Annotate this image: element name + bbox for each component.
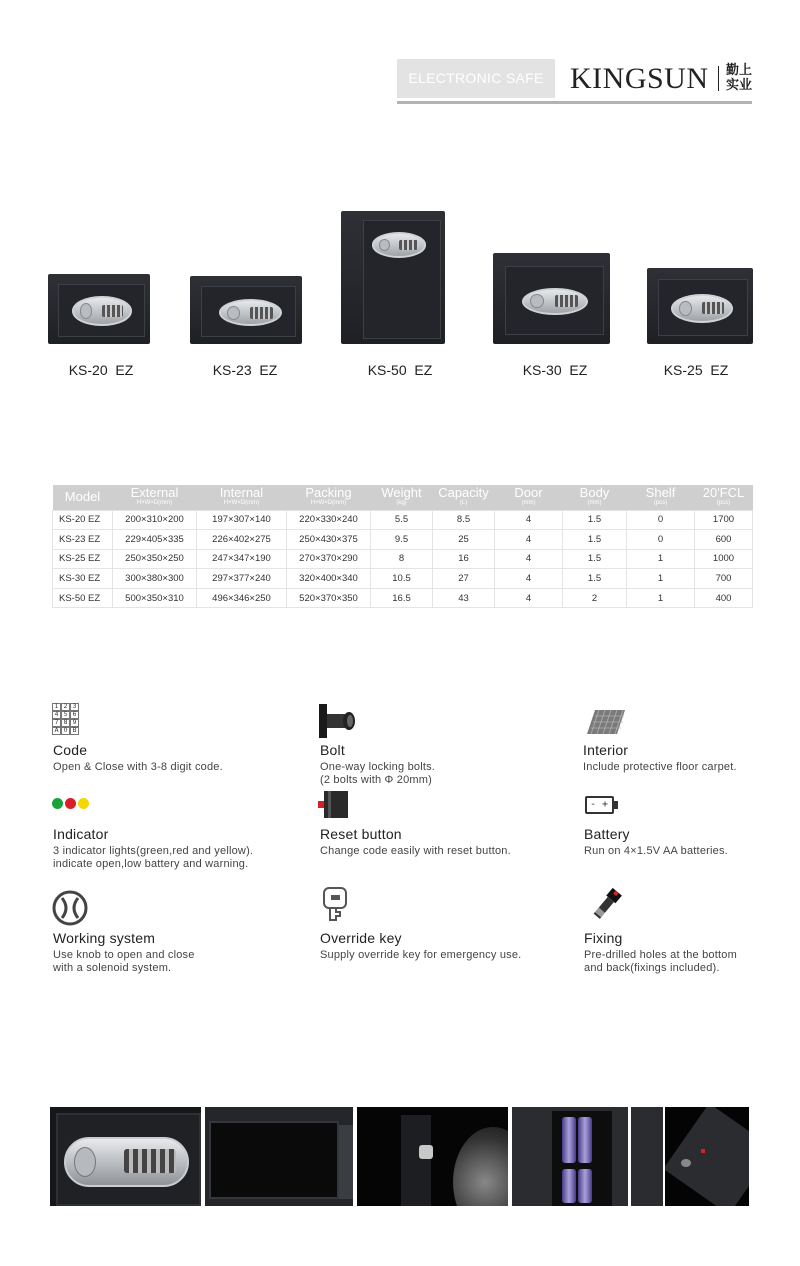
brand-logo: KINGSUN <box>570 62 709 95</box>
column-header-label: Internal <box>219 485 264 501</box>
table-cell: 1.5 <box>563 549 627 569</box>
table-cell: 43 <box>433 588 495 608</box>
model-cell: KS-23 EZ <box>53 530 113 550</box>
table-cell: 496×346×250 <box>197 588 287 608</box>
feature-title-reset: Reset button <box>320 826 402 842</box>
feature-desc-reset: Change code easily with reset button. <box>320 845 511 857</box>
column-header-model <box>53 485 113 510</box>
feature-desc-interior: Include protective floor carpet. <box>583 761 737 773</box>
table-cell: 1.5 <box>563 530 627 550</box>
table-cell: 1000 <box>695 549 753 569</box>
keypad-key: 7 <box>52 719 61 727</box>
safe-image-ks25 <box>647 268 753 344</box>
column-header-body <box>563 485 627 510</box>
brand-chinese-name <box>726 63 754 93</box>
table-cell: 4 <box>495 530 563 550</box>
yellow-light-icon <box>78 798 89 809</box>
feature-desc-code: Open & Close with 3-8 digit code. <box>53 761 223 773</box>
column-header-unit: (pcs) <box>653 500 668 507</box>
bolts-closeup-photo <box>357 1107 508 1206</box>
column-header-shelf <box>627 485 695 510</box>
specification-table <box>52 485 753 608</box>
open-interior-photo <box>205 1107 353 1206</box>
keypad-key: A <box>52 727 61 735</box>
category-badge: ELECTRONIC SAFE <box>397 59 555 98</box>
keypad-key: 2 <box>61 703 70 711</box>
table-cell: 520×370×350 <box>287 588 371 608</box>
column-header-label: Model <box>64 489 101 505</box>
column-header-internal <box>197 485 287 510</box>
table-cell: 25 <box>433 530 495 550</box>
column-header-capacity <box>433 485 495 510</box>
column-header-unit: (mm) <box>521 500 536 507</box>
table-cell: 0 <box>627 510 695 530</box>
keypad-key: 1 <box>52 703 61 711</box>
table-cell: 1 <box>627 569 695 589</box>
product-label-ks20: KS-20 EZ <box>68 362 134 378</box>
column-header-unit: (pcs) <box>716 500 731 507</box>
drill-icon <box>589 886 625 922</box>
feature-title-battery: Battery <box>584 826 630 842</box>
table-cell: 0 <box>627 530 695 550</box>
table-header-row <box>53 485 753 510</box>
battery-label: - + <box>590 799 609 810</box>
feature-desc-override-key: Supply override key for emergency use. <box>320 949 522 961</box>
table-cell: 2 <box>563 588 627 608</box>
keypad-closeup-photo <box>50 1107 201 1206</box>
table-cell: 229×405×335 <box>113 530 197 550</box>
feature-desc-indicator: 3 indicator lights(green,red and yellow). indicate open,low battery and warning. <box>53 845 254 870</box>
table-cell: 400 <box>695 588 753 608</box>
key-lock-photo <box>665 1107 749 1206</box>
table-cell: 16 <box>433 549 495 569</box>
column-header-label: Door <box>514 485 543 501</box>
feature-title-override-key: Override key <box>320 930 402 946</box>
table-cell: 8 <box>371 549 433 569</box>
table-cell: 9.5 <box>371 530 433 550</box>
safe-image-ks23 <box>190 276 302 344</box>
table-cell: 1700 <box>695 510 753 530</box>
model-cell: KS-25 EZ <box>53 549 113 569</box>
feature-desc-fixing: Pre-drilled holes at the bottom and back(fixings included). <box>584 949 737 974</box>
table-cell: 200×310×200 <box>113 510 197 530</box>
table-cell: 300×380×300 <box>113 569 197 589</box>
safe-image-ks50 <box>341 211 445 344</box>
bolt-icon <box>319 704 357 738</box>
column-header-unit: (kg) <box>396 500 407 507</box>
keypad-icon <box>52 703 80 735</box>
column-header-label: External <box>130 485 179 501</box>
table-cell: 4 <box>495 549 563 569</box>
feature-title-fixing: Fixing <box>584 930 623 946</box>
table-row <box>53 510 753 530</box>
product-label-ks50: KS-50 EZ <box>367 362 433 378</box>
battery-compartment-photo <box>512 1107 663 1206</box>
table-cell: 1.5 <box>563 510 627 530</box>
table-cell: 270×370×290 <box>287 549 371 569</box>
table-cell: 220×330×240 <box>287 510 371 530</box>
column-header-unit: (L) <box>459 500 468 507</box>
green-light-icon <box>52 798 63 809</box>
table-cell: 10.5 <box>371 569 433 589</box>
feature-desc-battery: Run on 4×1.5V AA batteries. <box>584 845 728 857</box>
table-row <box>53 569 753 589</box>
table-cell: 16.5 <box>371 588 433 608</box>
table-cell: 4 <box>495 569 563 589</box>
feature-title-code: Code <box>53 742 88 758</box>
indicator-lights-icon <box>52 797 92 811</box>
model-cell: KS-50 EZ <box>53 588 113 608</box>
column-header-door <box>495 485 563 510</box>
keypad-key: 6 <box>70 711 79 719</box>
table-cell: 600 <box>695 530 753 550</box>
table-cell: 1 <box>627 549 695 569</box>
table-cell: 226×402×275 <box>197 530 287 550</box>
feature-title-interior: Interior <box>583 742 629 758</box>
column-header-20-fcl <box>695 485 753 510</box>
model-cell: KS-20 EZ <box>53 510 113 530</box>
keypad-key: 9 <box>70 719 79 727</box>
feature-title-working-system: Working system <box>53 930 156 946</box>
table-cell: 297×377×240 <box>197 569 287 589</box>
carpet-icon <box>587 710 625 734</box>
brand-cn-line2: 实业 <box>726 78 753 93</box>
header-divider <box>397 101 752 104</box>
column-header-label: Packing <box>305 485 352 501</box>
column-header-unit: (mm) <box>587 500 602 507</box>
table-cell: 320×400×340 <box>287 569 371 589</box>
table-cell: 1.5 <box>563 569 627 589</box>
column-header-label: 20'FCL <box>702 485 745 501</box>
model-cell: KS-30 EZ <box>53 569 113 589</box>
table-cell: 247×347×190 <box>197 549 287 569</box>
table-cell: 500×350×310 <box>113 588 197 608</box>
table-cell: 1 <box>627 588 695 608</box>
column-header-label: Weight <box>381 485 422 501</box>
table-cell: 700 <box>695 569 753 589</box>
key-icon <box>322 886 350 922</box>
table-cell: 250×350×250 <box>113 549 197 569</box>
feature-title-bolt: Bolt <box>320 742 345 758</box>
table-row <box>53 588 753 608</box>
product-label-ks23: KS-23 EZ <box>212 362 278 378</box>
column-header-label: Capacity <box>438 485 489 501</box>
brand-separator <box>718 66 719 91</box>
table-row <box>53 549 753 569</box>
safe-image-ks30 <box>493 253 610 344</box>
product-label-ks30: KS-30 EZ <box>522 362 588 378</box>
table-cell: 4 <box>495 510 563 530</box>
page-header <box>397 59 752 105</box>
keypad-key: 0 <box>61 727 70 735</box>
table-cell: 27 <box>433 569 495 589</box>
column-header-unit: H×W×D(mm) <box>136 500 173 507</box>
safe-image-ks20 <box>48 274 150 344</box>
feature-desc-bolt: One-way locking bolts. (2 bolts with Φ 20mm) <box>320 761 436 786</box>
keypad-key: 8 <box>61 719 70 727</box>
table-cell: 250×430×375 <box>287 530 371 550</box>
column-header-unit: H×W×D(mm) <box>223 500 260 507</box>
table-row <box>53 530 753 550</box>
keypad-key: 3 <box>70 703 79 711</box>
column-header-label: Body <box>579 485 610 501</box>
feature-title-indicator: Indicator <box>53 826 109 842</box>
red-light-icon <box>65 798 76 809</box>
table-cell: 4 <box>495 588 563 608</box>
column-header-unit: H×W×D(mm) <box>310 500 347 507</box>
table-body <box>53 510 753 608</box>
keypad-key: 4 <box>52 711 61 719</box>
column-header-label: Shelf <box>645 485 676 501</box>
table-cell: 8.5 <box>433 510 495 530</box>
keypad-key: B <box>70 727 79 735</box>
column-header-weight <box>371 485 433 510</box>
reset-button-icon <box>318 791 348 818</box>
brand-cn-line1: 勤上 <box>726 63 753 78</box>
keypad-key: 5 <box>61 711 70 719</box>
column-header-external <box>113 485 197 510</box>
battery-icon <box>585 796 619 814</box>
column-header-packing <box>287 485 371 510</box>
knob-icon <box>52 890 88 926</box>
product-label-ks25: KS-25 EZ <box>663 362 729 378</box>
table-cell: 197×307×140 <box>197 510 287 530</box>
feature-desc-working-system: Use knob to open and close with a solenoid system. <box>53 949 195 974</box>
table-cell: 5.5 <box>371 510 433 530</box>
